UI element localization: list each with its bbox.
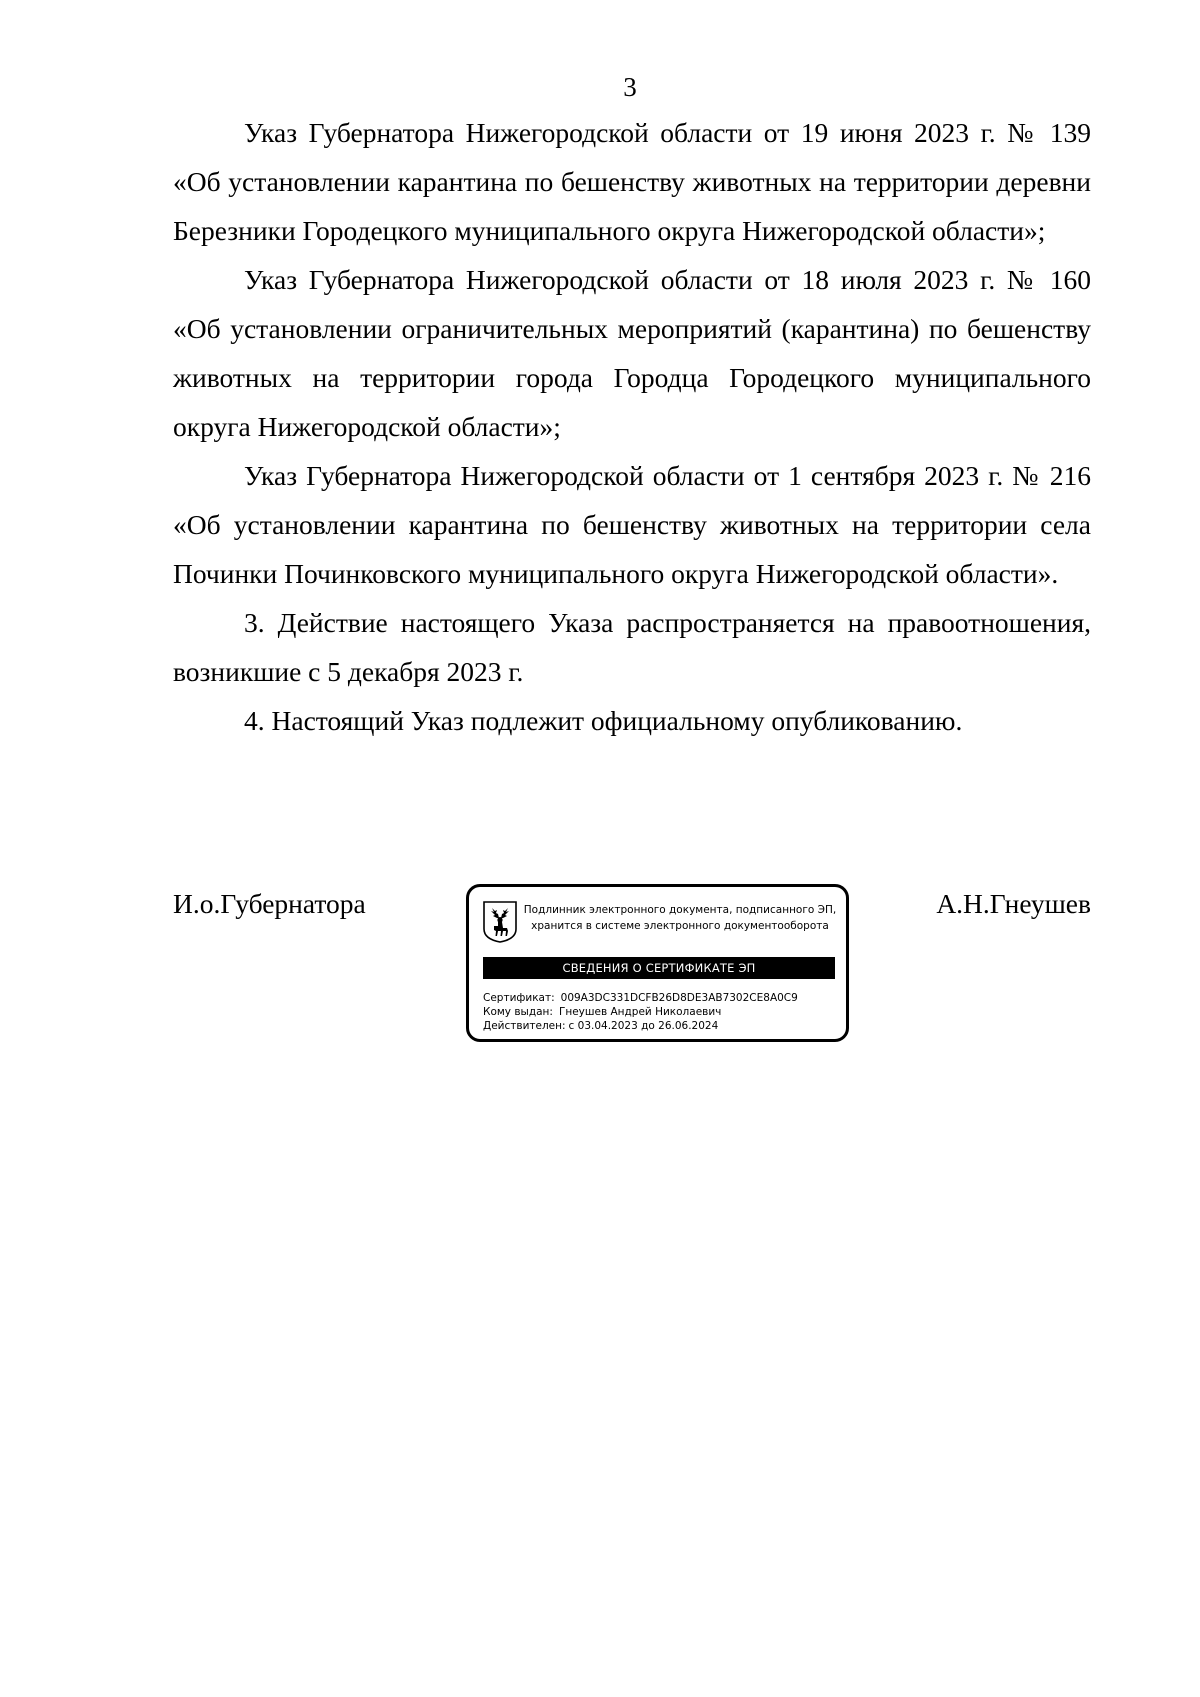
stamp-header-line1: Подлинник электронного документа, подписанного ЭП, (523, 904, 837, 916)
certificate-value: 009A3DC331DCFB26D8DE3AB7302CE8A0C9 (560, 992, 798, 1004)
paragraph-decree-160: Указ Губернатора Нижегородской области от 18 июля 2023 г. № 160 «Об установлении ограничительных мероприятий (карантина) по бешенству животных на территории города Городца Городецкого муниципального округа Нижегородской области»; (173, 264, 1091, 442)
electronic-signature-stamp (466, 884, 849, 1042)
issued-to-row (483, 1005, 843, 1019)
signatory-position: И.о.Губернатора (173, 888, 366, 919)
document-body (173, 108, 1091, 745)
page-number: 3 (623, 72, 637, 102)
stamp-header (521, 902, 839, 934)
paragraph-decree-139: Указ Губернатора Нижегородской области от 19 июня 2023 г. № 139 «Об установлении карантина по бешенству животных на территории деревни Березники Городецкого муниципального округа Нижегородской области»; (173, 117, 1091, 246)
validity-label: Действителен: (483, 1020, 566, 1032)
issued-to-label: Кому выдан: (483, 1006, 553, 1018)
issued-to-value: Гнеушев Андрей Николаевич (558, 1006, 722, 1018)
nizhny-novgorod-deer-emblem-icon (483, 901, 517, 943)
paragraph-item-4: 4. Настоящий Указ подлежит официальному опубликованию. (244, 705, 963, 736)
paragraph-decree-216: Указ Губернатора Нижегородской области от 1 сентября 2023 г. № 216 «Об установлении карантина по бешенству животных на территории села Починки Починковского муниципального округа Нижегородской области». (173, 460, 1091, 589)
validity-value: с 03.04.2023 до 26.06.2024 (568, 1020, 719, 1032)
certificate-label: Сертификат: (483, 992, 555, 1004)
stamp-certificate-details (483, 991, 843, 1033)
paragraph-item-3: 3. Действие настоящего Указа распространяется на правоотношения, возникшие с 5 декабря 2023 г. (173, 607, 1091, 687)
signatory-name: А.Н.Гнеушев (936, 888, 1091, 919)
stamp-header-line2: хранится в системе электронного документооборота (531, 920, 829, 932)
certificate-row (483, 991, 843, 1005)
validity-row (483, 1019, 843, 1033)
stamp-title-bar: СВЕДЕНИЯ О СЕРТИФИКАТЕ ЭП (483, 957, 835, 979)
